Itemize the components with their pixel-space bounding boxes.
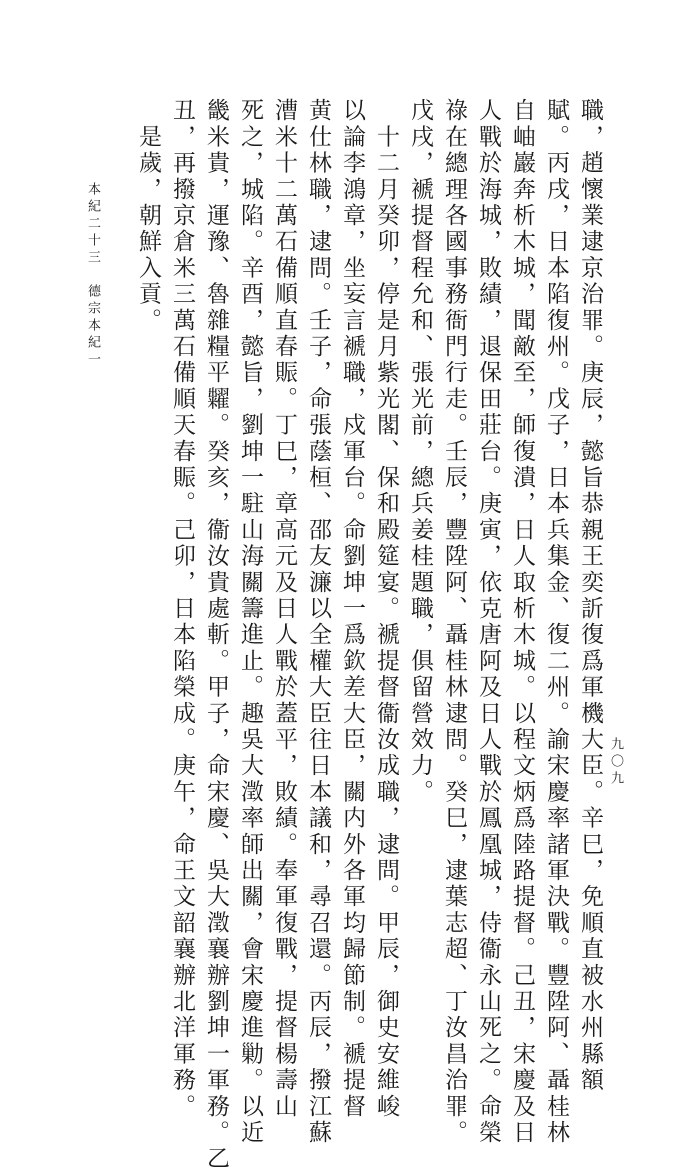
text-column: 賦。丙戌，日本陷復州。戊子，日本兵集金、復二州。諭宋慶率諸軍決戰。豐陞阿、聶桂林 [543,98,569,1146]
text-column: 死之，城陷。辛酉，懿旨，劉坤一駐山海關籌進止。趣吳大澂率師出關，會宋慶進勦。以近 [237,98,263,1146]
text-column: 十二月癸卯，停是月紫光閣、保和殿筵宴。褫提督衞汝成職，逮問。甲辰，御史安維峻 [373,98,399,1120]
text-column: 黄仕林職，逮問。壬子，命張蔭桓、邵友濂以全權大臣往日本議和，尋召還。丙辰，撥江蘇 [305,98,331,1146]
text-column: 人戰於海城，敗績，退保田莊台。庚寅，依克唐阿及日人戰於鳳凰城，侍衞永山死之。命榮 [475,98,501,1146]
section-title: 本紀二十三 德宗本紀一 [85,182,100,369]
text-column: 畿米貴，運豫、魯雜糧平糶。癸亥，衞汝貴處斬。甲子，命宋慶、吳大澂襄辦劉坤一軍務。乙 [203,98,229,1172]
text-column: 以論李鴻章，坐妄言褫職，戍軍台。命劉坤一爲欽差大臣，關内外各軍均歸節制。褫提督 [339,98,365,1120]
text-column: 戊戌，褫提督程允和、張光前，總兵姜桂題職，俱留營效力。 [407,98,433,806]
text-column: 是歲，朝鮮入貢。 [135,98,161,334]
text-column: 自岫巖奔析木城，聞敵至，師復潰，日人取析木城。以程文炳爲陸路提督。己丑，宋慶及日 [509,98,535,1146]
text-column: 漕米十二萬石備順直春賑。丁巳，章高元及日人戰於蓋平，敗績。奉軍復戰，提督楊壽山 [271,98,297,1120]
page-number: 九〇九 [608,737,623,788]
text-column: 祿在總理各國事務衙門行走。壬辰，豐陞阿、聶桂林逮問。癸巳，逮葉志超、丁汝昌治罪。 [441,98,467,1146]
text-column: 丑，再撥京倉米三萬石備順天春賑。己卯，日本陷榮成。庚午，命王文韶襄辦北洋軍務。 [169,98,195,1120]
text-column: 職，趙懷業逮京治罪。庚辰，懿旨恭親王奕訢復爲軍機大臣。辛巳，免順直被水州縣額 [577,98,603,1094]
